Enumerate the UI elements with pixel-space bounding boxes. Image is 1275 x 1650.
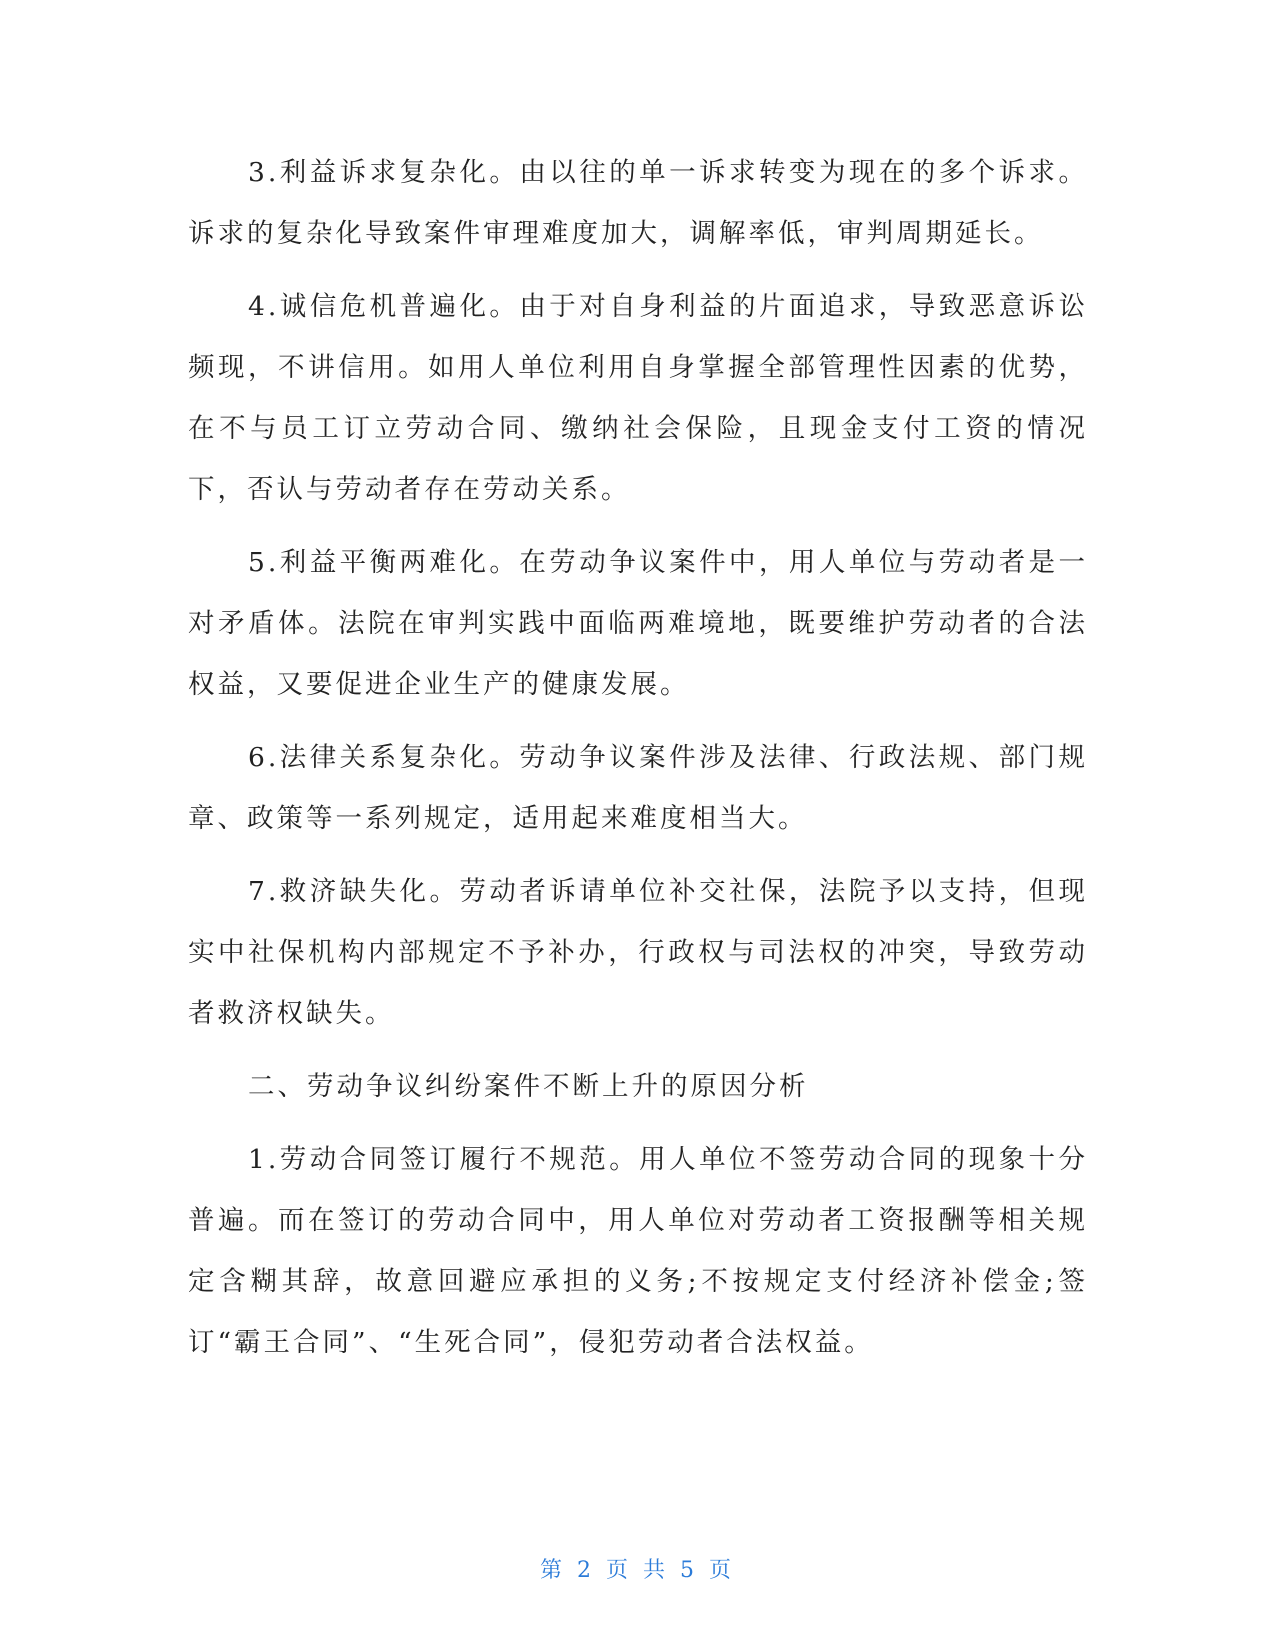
paragraph-item-7: 7.救济缺失化。劳动者诉请单位补交社保，法院予以支持，但现实中社保机构内部规定不予补办，行政权与司法权的冲突，导致劳动者救济权缺失。 — [188, 876, 1088, 1029]
document-body — [188, 142, 1088, 1385]
paragraph-item-1: 1.劳动合同签订履行不规范。用人单位不签劳动合同的现象十分普遍。而在签订的劳动合同中，用人单位对劳动者工资报酬等相关规定含糊其辞，故意回避应承担的义务;不按规定支付经济补偿金;签订“霸王合同”、“生死合同”，侵犯劳动者合法权益。 — [188, 1144, 1088, 1358]
paragraph-item-4: 4.诚信危机普遍化。由于对自身利益的片面追求，导致恶意诉讼频现，不讲信用。如用人单位利用自身掌握全部管理性因素的优势，在不与员工订立劳动合同、缴纳社会保险，且现金支付工资的情况下，否认与劳动者存在劳动关系。 — [188, 291, 1088, 505]
paragraph-item-3: 3.利益诉求复杂化。由以往的单一诉求转变为现在的多个诉求。诉求的复杂化导致案件审理难度加大，调解率低，审判周期延长。 — [188, 157, 1088, 249]
page-number-footer: 第 2 页 共 5 页 — [540, 1558, 735, 1583]
paragraph-item-6: 6.法律关系复杂化。劳动争议案件涉及法律、行政法规、部门规章、政策等一系列规定，适用起来难度相当大。 — [188, 742, 1088, 834]
section-heading: 二、劳动争议纠纷案件不断上升的原因分析 — [248, 1071, 809, 1102]
paragraph-item-5: 5.利益平衡两难化。在劳动争议案件中，用人单位与劳动者是一对矛盾体。法院在审判实践中面临两难境地，既要维护劳动者的合法权益，又要促进企业生产的健康发展。 — [188, 547, 1088, 700]
